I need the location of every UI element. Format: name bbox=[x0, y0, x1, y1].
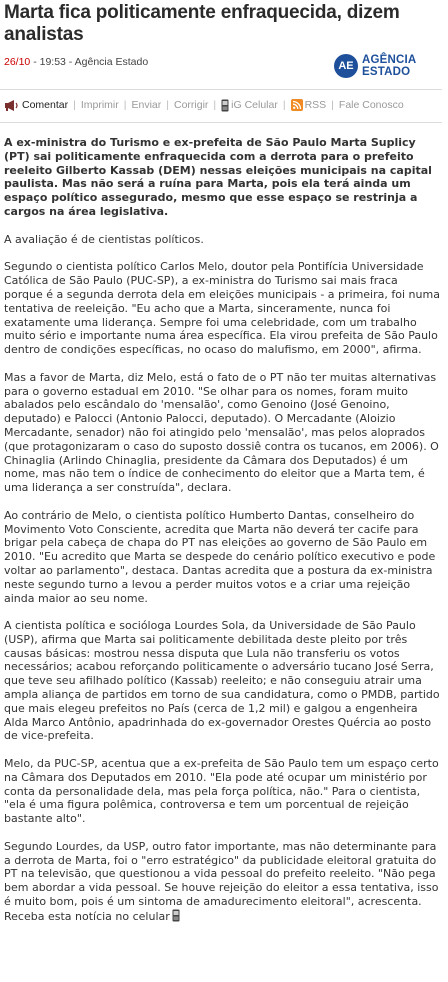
cellphone-icon bbox=[221, 99, 231, 112]
receive-on-mobile-label: Receba esta notícia no celular bbox=[4, 910, 170, 924]
agencia-estado-logo bbox=[334, 54, 438, 82]
article-lead: A ex-ministra do Turismo e ex-prefeita de São Paulo Marta Suplicy (PT) sai politicamente enfraquecida com a derrota para o prefeito reeleito Gilberto Kassab (DEM) nessas eleições municipais na capital paulista. Mas não será a ruína para Marta, pois ela terá ainda um espaço político assegurado, mesmo que esse espaço se restrinja a cargos na área legislativa. bbox=[4, 136, 432, 218]
divider-top bbox=[0, 89, 442, 90]
toolbar-separator: | bbox=[213, 99, 217, 111]
rss-label: RSS bbox=[304, 99, 327, 111]
toolbar-separator: | bbox=[282, 99, 286, 111]
toolbar-separator: | bbox=[331, 99, 334, 111]
comment-label: Comentar bbox=[22, 99, 69, 111]
receive-on-mobile-link[interactable] bbox=[4, 909, 180, 926]
rss-icon bbox=[291, 99, 305, 111]
article-paragraph: A avaliação é de cientistas políticos. bbox=[4, 232, 204, 246]
send-button[interactable]: Enviar bbox=[131, 99, 162, 111]
toolbar-separator: | bbox=[123, 99, 127, 111]
article-paragraph: Melo, da PUC-SP, acentua que a ex-prefeita de São Paulo tem um espaço certo na Câmara dos Deputados em 2010. "Ela pode até ocupar um ministério por conta da personalidade dela, mas pela força política, não." Para o cientista, "ela é uma figura polêmica, controversa e tem um porcentual de rejeição bastante alto". bbox=[4, 757, 439, 826]
divider-bottom bbox=[0, 122, 442, 123]
contact-button[interactable]: Fale Conosco bbox=[338, 99, 404, 111]
article-paragraph-text: Segundo Lourdes, da USP, outro fator importante, mas não determinante para a derrota de Marta, foi o "erro estratégico" da publicidade eleitoral gratuita do PT na televisão, que questionou a vida pessoal do prefeito reeleito. "Não pega bem abordar a vida pessoal. Se houve rejeição do eleitor a essa tentativa, isso é muito bom, pois é um sintoma de amadurecimento eleitoral", acrescenta. bbox=[4, 839, 439, 909]
article-body bbox=[4, 136, 440, 926]
article-paragraph: Segundo o cientista político Carlos Melo, doutor pela Pontifícia Universidade Católica de São Paulo (PUC-SP), a ex-ministra do Turismo sai mais fraca porque é a segunda derrota dela em eleições municipais - a primeira, foi numa tentativa de reeleição. "Eu acho que a Marta, sinceramente, nunca foi exatamente uma liderança. Sempre foi uma celebridade, com um trabalho muito sério e importante numa área específica. Ela virou prefeita de São Paulo dentro de condições específicas, no ocaso do malufismo, em 2000", afirma. bbox=[4, 260, 440, 357]
toolbar-separator: | bbox=[166, 99, 169, 111]
correct-button[interactable]: Corrigir bbox=[174, 99, 209, 111]
rss-button[interactable] bbox=[291, 99, 327, 111]
mobile-label: iG Celular bbox=[231, 99, 278, 111]
article-toolbar bbox=[4, 97, 404, 113]
toolbar-separator: | bbox=[73, 99, 76, 111]
article-meta bbox=[4, 56, 148, 68]
cellphone-icon bbox=[172, 909, 180, 926]
article-paragraph: Ao contrário de Melo, o cientista político Humberto Dantas, conselheiro do Movimento Voto Consciente, acredita que Marta não deverá ter cacife para brigar pela cabeça de chapa do PT nas eleições ao governo de São Paulo em 2010. "Eu acredito que Marta se despede do cenário político executivo e pode voltar ao parlamento", destaca. Dantas acredita que a postura da ex-ministra neste segundo turno a levou a perder muitos votos e a criar uma rejeição ainda maior ao seu nome. bbox=[4, 508, 436, 605]
article-paragraph: A cientista política e socióloga Lourdes Sola, da Universidade de São Paulo (USP), afirma que Marta sai politicamente debilitada deste pleito por três causas básicas: mostrou nessa disputa que Lula não transferiu os votos necessários; acabou reforçando politicamente o adversário tucano José Serra, que teve seu afilhado político (Kassab) reeleito; e não conseguiu atrair uma ampla aliança de partidos em torno de sua candidatura, como o PMDB, partido que mais elegeu prefeitos no País (cerca de 1,2 mil) e galgou a engenheira Alda Marco Antônio, apadrinhada do ex-governador Orestes Quércia ao posto de vice-prefeita. bbox=[4, 619, 440, 743]
comment-button[interactable] bbox=[4, 99, 68, 112]
mobile-button[interactable] bbox=[221, 99, 278, 112]
article-time-source: - 19:53 - Agência Estado bbox=[30, 56, 149, 68]
megaphone-icon bbox=[4, 99, 22, 112]
article-date: 26/10 bbox=[4, 56, 31, 68]
article-paragraph: Mas a favor de Marta, diz Melo, está o fato de o PT não ter muitas alternativas para o governo estadual em 2010. "Se olhar para os nomes, foram muito abalados pelo escândalo do 'mensalão', como Genoino (José Genoino, deputado) e Palocci (Antonio Palocci, deputado). O Mercadante (Aloizio Mercadante, senador) não foi atingido pelo 'mensalão', mas pelos aloprados (que protagonizaram o caso do suposto dossiê contra os tucanos, em 2006). O Chinaglia (Arlindo Chinaglia, presidente da Câmara dos Deputados) é um nome, mas não tem o índice de conhecimento do eleitor que a Marta tem, é uma liderança a ser construída", declara. bbox=[4, 370, 439, 495]
logo-initials: AE bbox=[334, 54, 358, 78]
print-button[interactable]: Imprimir bbox=[80, 99, 119, 111]
article-paragraph-last bbox=[4, 840, 440, 926]
article-headline: Marta fica politicamente enfraquecida, dizem analistas bbox=[4, 2, 400, 45]
logo-line1: AGÊNCIA bbox=[362, 54, 417, 66]
logo-line2: ESTADO bbox=[362, 66, 411, 78]
